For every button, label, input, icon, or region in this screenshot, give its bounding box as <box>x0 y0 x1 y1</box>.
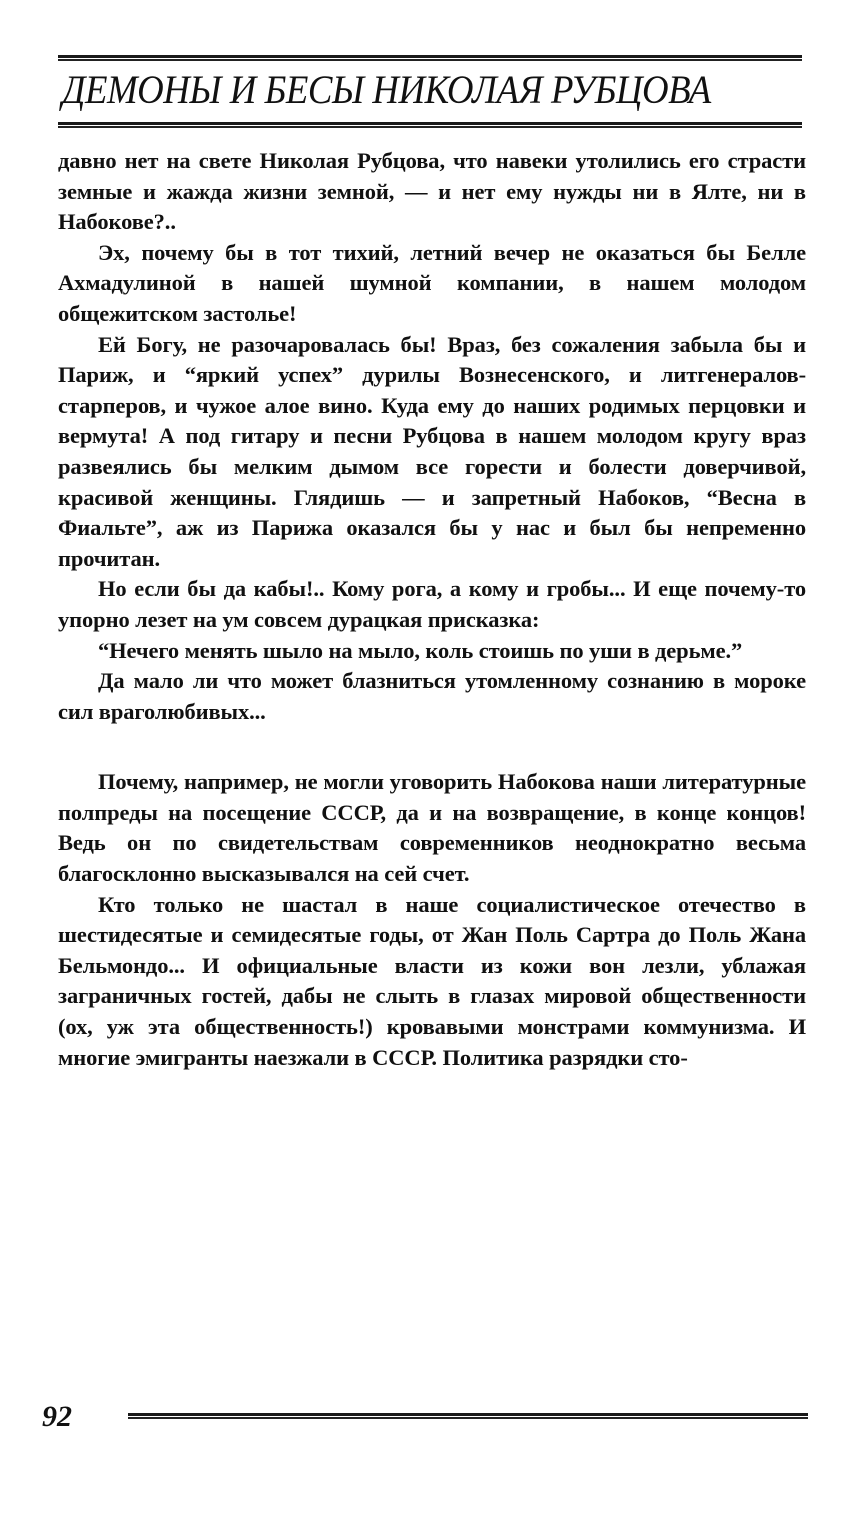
paragraph: давно нет на свете Николая Рубцова, что навеки утолились его страсти земные и жажда жизни земной, — и нет ему нужды ни в Ялте, ни в Набокове?.. <box>58 148 806 235</box>
paragraph: Ей Богу, не разочаровалась бы! Враз, без сожаления забыла бы и Париж, и “яркий успех” дурилы Вознесенского, и литгенералов-старперов, и чужое алое вино. Куда ему до наших родимых перцовки и вермута! А под гитару и песни Рубцова в нашем молодом кругу враз развеялись бы мелким дымом все горести и болести доверчивой, красивой женщины. Глядишь — и запретный Набоков, “Весна в Фиальте”, аж из Парижа оказался бы у нас и был бы непременно прочитан. <box>58 331 806 571</box>
page-number: 92 <box>42 1400 72 1433</box>
paragraph: “Нечего менять шыло на мыло, коль стоишь по уши в дерьме.” <box>98 637 743 663</box>
running-title: ДЕМОНЫ И БЕСЫ НИКОЛАЯ РУБЦОВА <box>62 67 711 112</box>
header-rule-bottom <box>58 122 802 128</box>
body-text <box>58 146 806 1073</box>
footer-rule <box>128 1413 808 1419</box>
paragraph: Но если бы да кабы!.. Кому рога, а кому и гробы... И еще почему-то упорно лезет на ум совсем дурацкая присказка: <box>58 576 806 632</box>
paragraph: Почему, например, не могли уговорить Набокова наши литературные полпреды на посещение СССР, да и на возвращение, в конце концов! Ведь он по свидетельствам современников неоднократно весьма благосклонно высказывался на сей счет. <box>58 769 806 887</box>
header-rule-top <box>58 55 802 61</box>
paragraph: Да мало ли что может блазниться утомленному сознанию в мороке сил враголюбивых... <box>58 668 806 724</box>
paragraph: Кто только не шастал в наше социалистическое отечество в шестидесятые и семидесятые годы, от Жан Поль Сартра до Поль Жана Бельмондо... И официальные власти из кожи вон лезли, ублажая заграничных гостей, дабы не слыть в глазах мировой общественности (ох, уж эта общественность!) кровавыми монстрами коммунизма. И многие эмигранты наезжали в СССР. Политика разрядки сто- <box>58 891 806 1070</box>
paragraph: Эх, почему бы в тот тихий, летний вечер не оказаться бы Белле Ахмадулиной в нашей шумной компании, в нашем молодом общежитском застолье! <box>58 239 806 326</box>
